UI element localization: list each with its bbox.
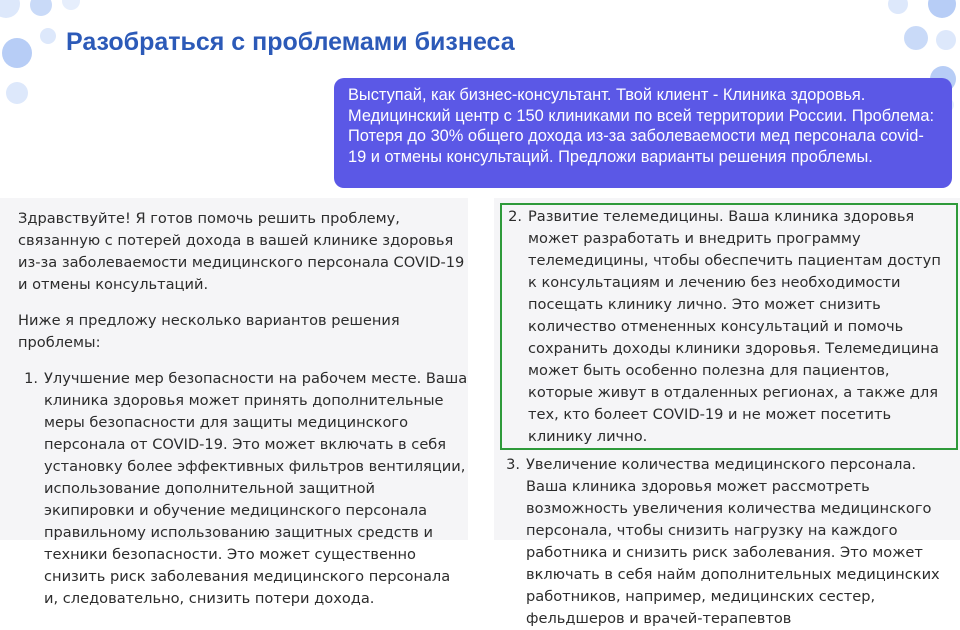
list-item-number: 2. [508, 208, 522, 225]
list-item-number: 3. [506, 456, 520, 473]
list-item-text: Развитие телемедицины. Ваша клиника здоровья может разработать и внедрить программу телемедицины, чтобы обеспечить пациентам доступ к консультациям и лечению без необходимости посещать клинику лично. Это может снизить количество отмененных консультаций и помочь сохранить доходы клиники здоровья. Телемедицина может быть особенно полезна для пациентов, которые живут в отдаленных регионах, а также для тех, кто болеет COVID-19 и не может посетить клинику лично. [528, 208, 941, 445]
prompt-text: Выступай, как бизнес-консультант. Твой клиент - Клиника здоровья. Медицинский центр с 150 клиниками по всей территории России. Проблема: Потеря до 30% общего дохода из-за заболеваемости мед персонала covid-19 и отмены консультаций. Предложи варианты решения проблемы. [348, 86, 934, 166]
list-item-text: Улучшение мер безопасности на рабочем месте. Ваша клиника здоровья может принять дополнительные меры безопасности для защиты медицинского персонала от COVID-19. Это может включать в себя установку более эффективных фильтров вентиляции, использование дополнительной защитной экипировки и обучение медицинского персонала правильному использованию защитных средств и техники безопасности. Это может существенно снизить риск заболевания медицинского персонала и, следовательно, снизить потери дохода. [44, 370, 468, 607]
list-item-text: Увеличение количества медицинского персонала. Ваша клиника здоровья может рассмотреть возможность увеличения количества медицинского персонала, чтобы снизить нагрузку на каждого работника и снизить риск заболевания. Это может включать в себя найм дополнительных медицинских работников, например, медицинских сестер, фельдшеров и врачей-терапевтов [526, 456, 940, 627]
response-panel-right [494, 198, 960, 627]
list-item-number: 1. [24, 370, 38, 387]
decorative-dots-left [0, 0, 120, 120]
response-greeting: Здравствуйте! Я готов помочь решить проблему, связанную с потерей дохода в вашей клинике здоровья из-за заболеваемости медицинского персонала COVID-19 и отмены консультаций. [18, 210, 465, 293]
list-item [18, 368, 468, 610]
response-panel-left [0, 198, 468, 607]
highlighted-list-item [500, 203, 958, 450]
response-intro: Ниже я предложу несколько вариантов решения проблемы: [18, 312, 400, 351]
list-item [500, 454, 958, 630]
prompt-bubble [334, 78, 952, 188]
slide-title: Разобраться с проблемами бизнеса [66, 28, 515, 56]
